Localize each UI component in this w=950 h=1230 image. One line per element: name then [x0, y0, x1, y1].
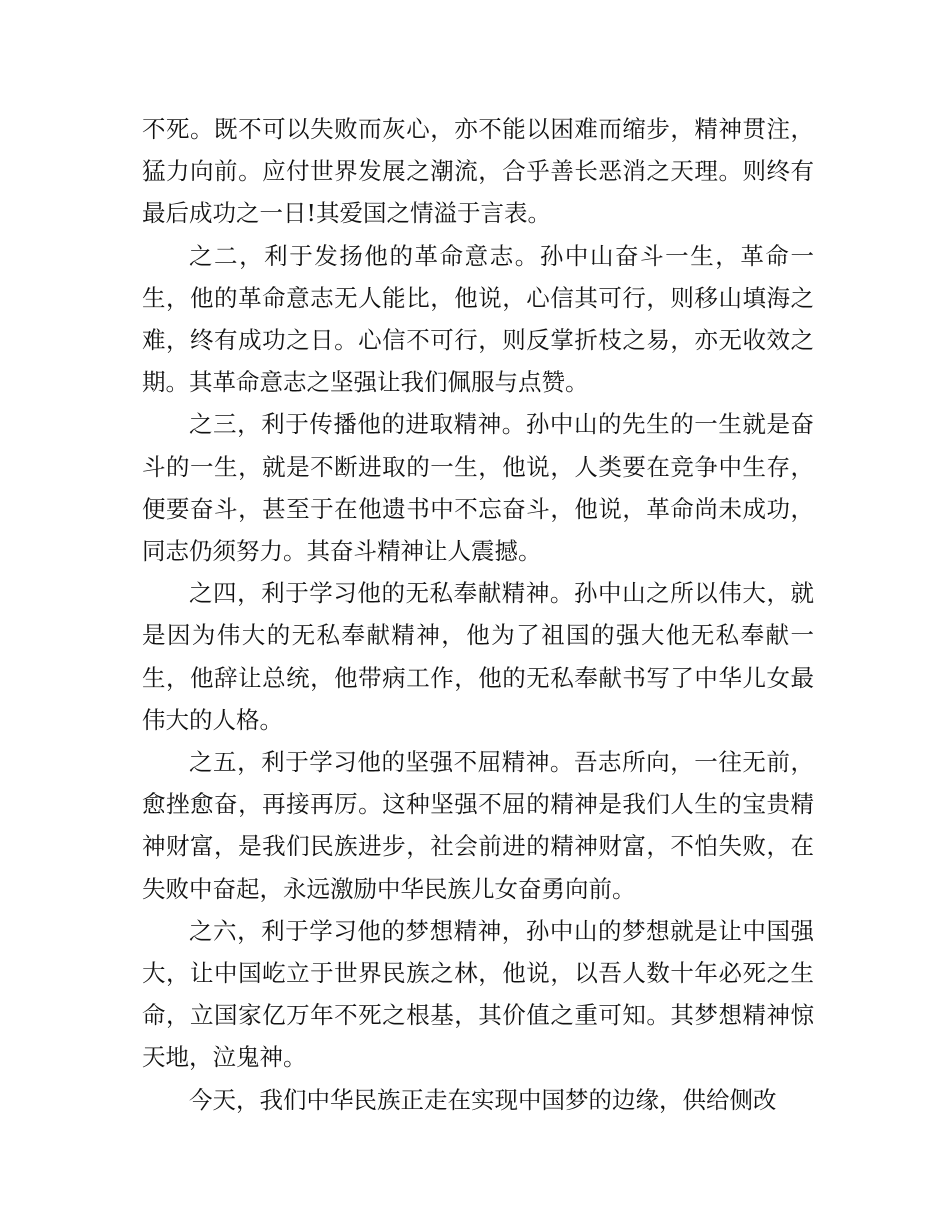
paragraph-continuation: 不死。既不可以失败而灰心，亦不能以困难而缩步，精神贯注，猛力向前。应付世界发展之潮流，合乎善长恶消之天理。则终有最后成功之一日!其爱国之情溢于言表。 [142, 115, 814, 228]
paragraph-point-six: 之六，利于学习他的梦想精神，孙中山的梦想就是让中国强大，让中国屹立于世界民族之林，他说，以吾人数十年必死之生命，立国家亿万年不死之根基，其价值之重可知。其梦想精神惊天地，泣鬼神。 [142, 916, 814, 1072]
paragraph-point-four: 之四，利于学习他的无私奉献精神。孙中山之所以伟大，就是因为伟大的无私奉献精神，他为了祖国的强大他无私奉献一生，他辞让总统，他带病工作，他的无私奉献书写了中华儿女最伟大的人格。 [142, 579, 814, 734]
paragraph-point-two: 之二，利于发扬他的革命意志。孙中山奋斗一生，革命一生，他的革命意志无人能比，他说，心信其可行，则移山填海之难，终有成功之日。心信不可行，则反掌折枝之易，亦无收效之期。其革命意志之坚强让我们佩服与点赞。 [142, 241, 814, 397]
paragraph-point-five: 之五，利于学习他的坚强不屈精神。吾志所向，一往无前，愈挫愈奋，再接再厉。这种坚强不屈的精神是我们人生的宝贵精神财富，是我们民族进步，社会前进的精神财富，不怕失败，在失败中奋起，永远激励中华民族儿女奋勇向前。 [142, 748, 814, 903]
body-text [142, 108, 814, 1121]
paragraph-today: 今天，我们中华民族正走在实现中国梦的边缘，供给侧改 [189, 1085, 777, 1114]
paragraph-point-three: 之三，利于传播他的进取精神。孙中山的先生的一生就是奋斗的一生，就是不断进取的一生，他说，人类要在竞争中生存，便要奋斗，甚至于在他遗书中不忘奋斗，他说，革命尚未成功，同志仍须努力。其奋斗精神让人震撼。 [142, 410, 814, 566]
